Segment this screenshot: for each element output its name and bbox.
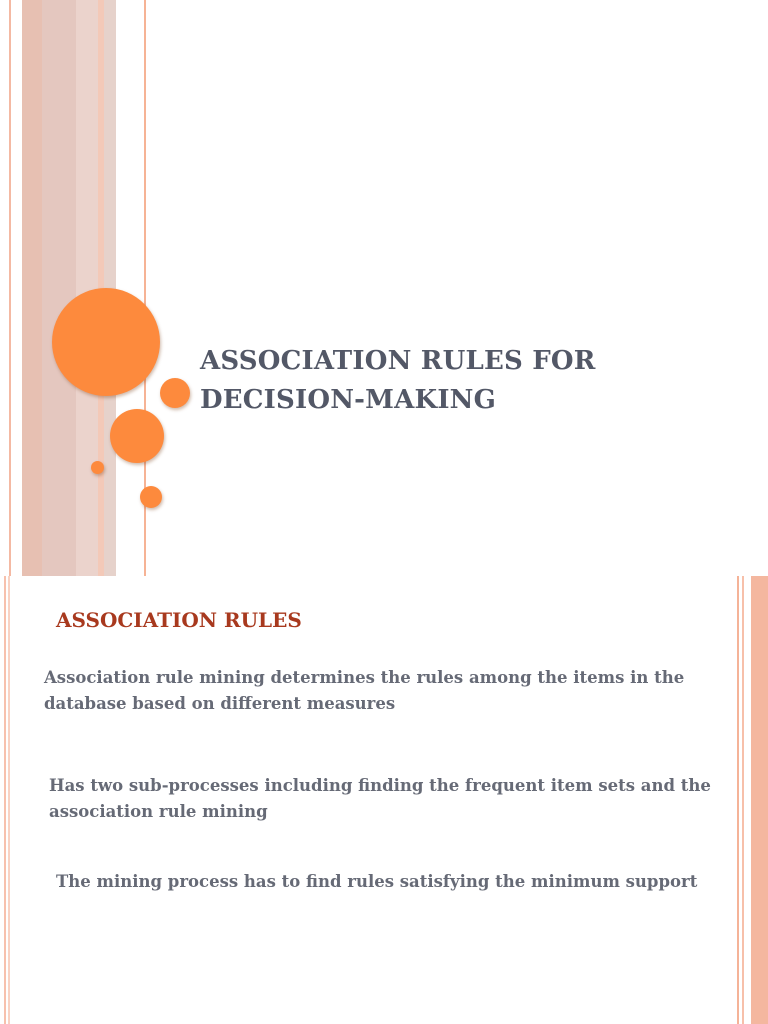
decorative-stripe [9, 0, 11, 576]
decorative-stripe [4, 576, 6, 1024]
decorative-circle-tiny [91, 461, 104, 474]
paragraph-sub-processes: Has two sub-processes including finding the frequent item sets and the association rule mining [49, 776, 711, 821]
decorative-stripe [42, 0, 76, 576]
decorative-circle-medium [110, 409, 164, 463]
decorative-circle-large [52, 288, 160, 396]
decorative-stripe [8, 576, 10, 1024]
slide-title [200, 342, 720, 420]
paragraph-definition: Association rule mining determines the rules among the items in the database based on different measures [44, 668, 685, 713]
decorative-circle-small [140, 486, 162, 508]
slide-title-line-1: ASSOCIATION RULES FOR [200, 346, 596, 376]
slide-heading: ASSOCIATION RULES [56, 608, 302, 632]
decorative-stripe [751, 576, 768, 1024]
decorative-stripe [737, 576, 739, 1024]
content-slide [0, 576, 768, 1024]
decorative-stripe [22, 0, 42, 576]
decorative-circle-small [160, 378, 190, 408]
paragraph-minimum-support: The mining process has to find rules satisfying the minimum support [56, 872, 698, 891]
slide-title-line-2: DECISION-MAKING [200, 385, 497, 415]
decorative-stripe [742, 576, 744, 1024]
